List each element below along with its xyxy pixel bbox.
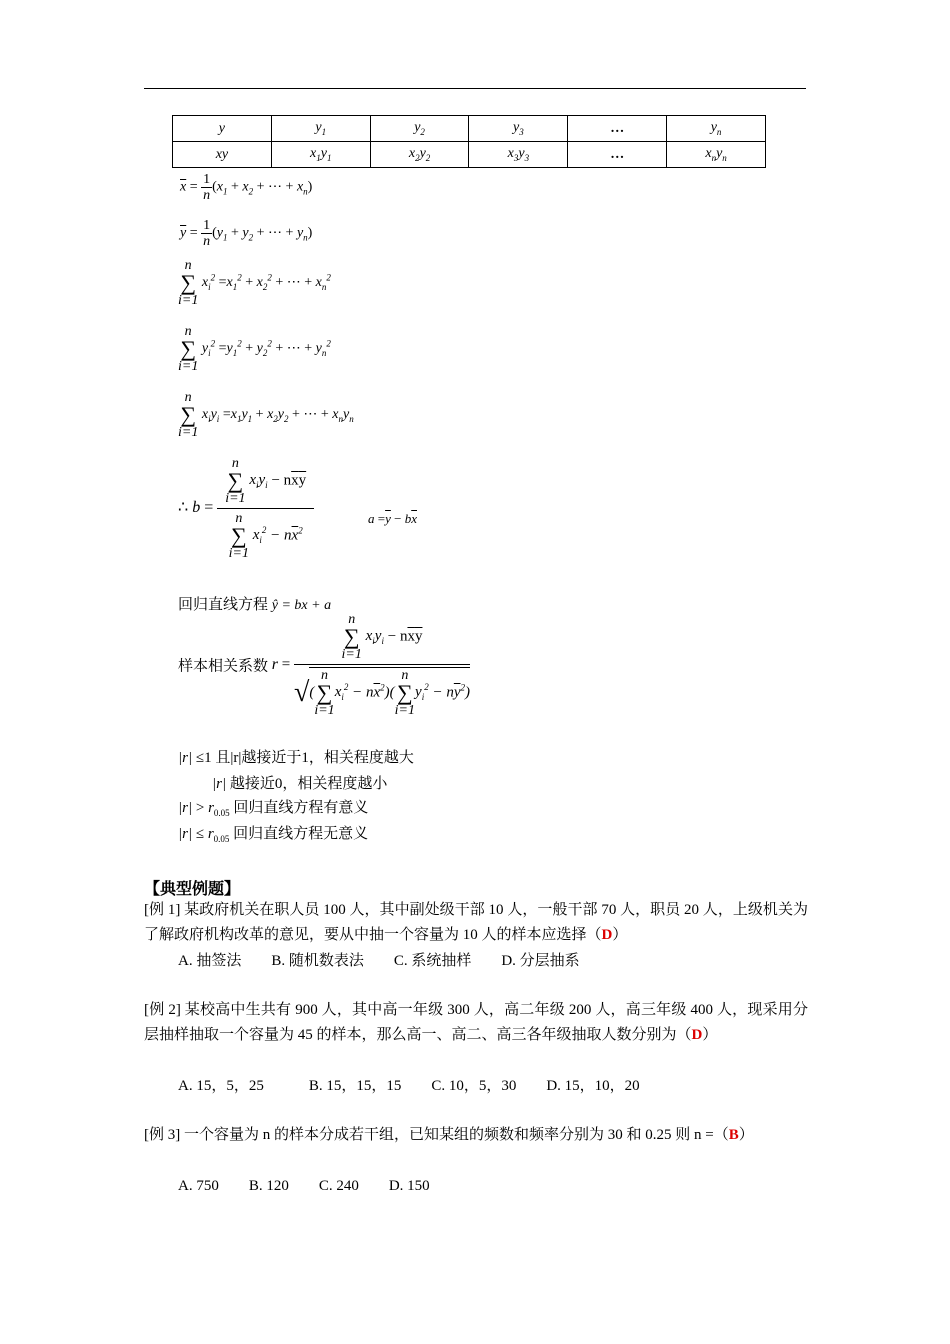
table-row xyxy=(173,142,766,168)
example-2 xyxy=(144,998,808,1048)
example-2-close: ） xyxy=(702,1027,718,1043)
formula-xbar: $\overline{x}$ = $\frac{1}{n}$ ($x_1 + x_2$ + ⋯ + $x_n$) xyxy=(180,172,313,203)
example-3-close: ） xyxy=(738,1127,754,1143)
table-cell: $y_1$ xyxy=(271,116,370,142)
note-1-text: 且|r|越接近于1，相关程度越大 xyxy=(215,750,414,766)
note-2-text: 越接近0，相关程度越小 xyxy=(229,776,388,792)
example-3-answer: B xyxy=(728,1127,739,1143)
formula-a: $a =\overline{y} - b\overline{x}$ xyxy=(368,511,417,526)
note-3-text: 回归直线方程有意义 xyxy=(233,800,369,816)
example-2-options: A. 15，5，25 B. 15，15，15 C. 10，5，30 D. 15，10，20 xyxy=(178,1078,640,1094)
note-4: $|r| \le r_{0.05}$ 回归直线方程无意义 xyxy=(178,826,369,844)
example-3 xyxy=(144,1123,808,1148)
note-2: |r| 越接近0，相关程度越小 xyxy=(212,776,388,792)
example-3-options: A. 750 B. 120 C. 240 D. 150 xyxy=(178,1178,430,1194)
example-3-text: [例 3] 一个容量为 n 的样本分成若干组，已知某组的频数和频率分别为 30 和 0.25 则 n =（ xyxy=(144,1127,729,1143)
example-1-close: ） xyxy=(612,927,628,943)
formula-ybar: $\overline{y}$ = $\frac{1}{n}$ ($y_1 + y_2$ + ⋯ + $y_n$) xyxy=(180,218,313,249)
table-cell: … xyxy=(568,142,667,168)
correlation-formula: 样本相关系数 r = n ∑ i=1 $x_iy_i - n\overline{x}\overline{y}$ √( n ∑ i=1 $x_i^2 - n\overline{x}^2$)( n ∑ i=1 $y_i^2 - n\overline{y}^2$) xyxy=(178,612,470,718)
note-4-text: 回归直线方程无意义 xyxy=(233,826,369,842)
regression-label: 回归直线方程 xyxy=(178,597,269,613)
table-cell: $y_2$ xyxy=(370,116,469,142)
example-1-options: A. 抽签法 B. 随机数表法 C. 系统抽样 D. 分层抽系 xyxy=(178,953,580,969)
example-2-text: [例 2] 某校高中生共有 900 人，其中高一年级 300 人，高二年级 200 人，高三年级 400 人，现采用分层抽样抽取一个容量为 45 的样本，那么高一、高二、高三各年级抽取人数分别为（ xyxy=(144,1002,808,1043)
table-cell: $x_2y_2$ xyxy=(370,142,469,168)
table-cell: $x_1y_1$ xyxy=(271,142,370,168)
example-1 xyxy=(144,898,808,948)
example-1-text: [例 1] 某政府机关在职人员 100 人，其中副处级干部 10 人，一般干部 70 人，职员 20 人，上级机关为了解政府机构改革的意见，要从中抽一个容量为 10 人的样本应选择（ xyxy=(144,902,808,943)
example-2-answer: D xyxy=(691,1027,703,1043)
example-1-answer: D xyxy=(601,927,613,943)
table-cell: xy xyxy=(173,142,272,168)
r-label: 样本相关系数 xyxy=(178,658,269,675)
formula-sum-xy: n ∑ i=1 $x_iy_i =x_1y_1 + x_2y_2$ + ⋯ + $x_ny_n$ xyxy=(178,390,354,440)
formula-sum-x2: n ∑ i=1 $x_i^2 =x_1^2 + x_2^2$ + ⋯ + $x_n^2$ xyxy=(178,258,331,308)
regression-line: 回归直线方程 ŷ = bx + a xyxy=(178,597,332,613)
table-cell: $y_3$ xyxy=(469,116,568,142)
note-1: |r| ≤1 且|r|越接近于1，相关程度越大 xyxy=(178,750,414,766)
note-3: $|r| > r_{0.05}$ 回归直线方程有意义 xyxy=(178,800,369,818)
table-cell: $x_3y_3$ xyxy=(469,142,568,168)
formula-b: ∴ b = n ∑ i=1 $x_iy_i - n\overline{x}\overline{y}$ n ∑ i=1 $x_i^2 - n\overline{x}^2$ xyxy=(178,456,314,561)
formula-sum-y2: n ∑ i=1 $y_i^2 =y_1^2 + y_2^2$ + ⋯ + $y_n^2$ xyxy=(178,324,331,374)
table-row xyxy=(173,116,766,142)
section-title: 【典型例题】 xyxy=(144,881,241,898)
table-cell: … xyxy=(568,116,667,142)
data-table xyxy=(172,115,766,168)
header-rule xyxy=(144,88,806,89)
table-cell: $x_ny_n$ xyxy=(667,142,766,168)
table-cell: $y_n$ xyxy=(667,116,766,142)
table-cell: y xyxy=(173,116,272,142)
